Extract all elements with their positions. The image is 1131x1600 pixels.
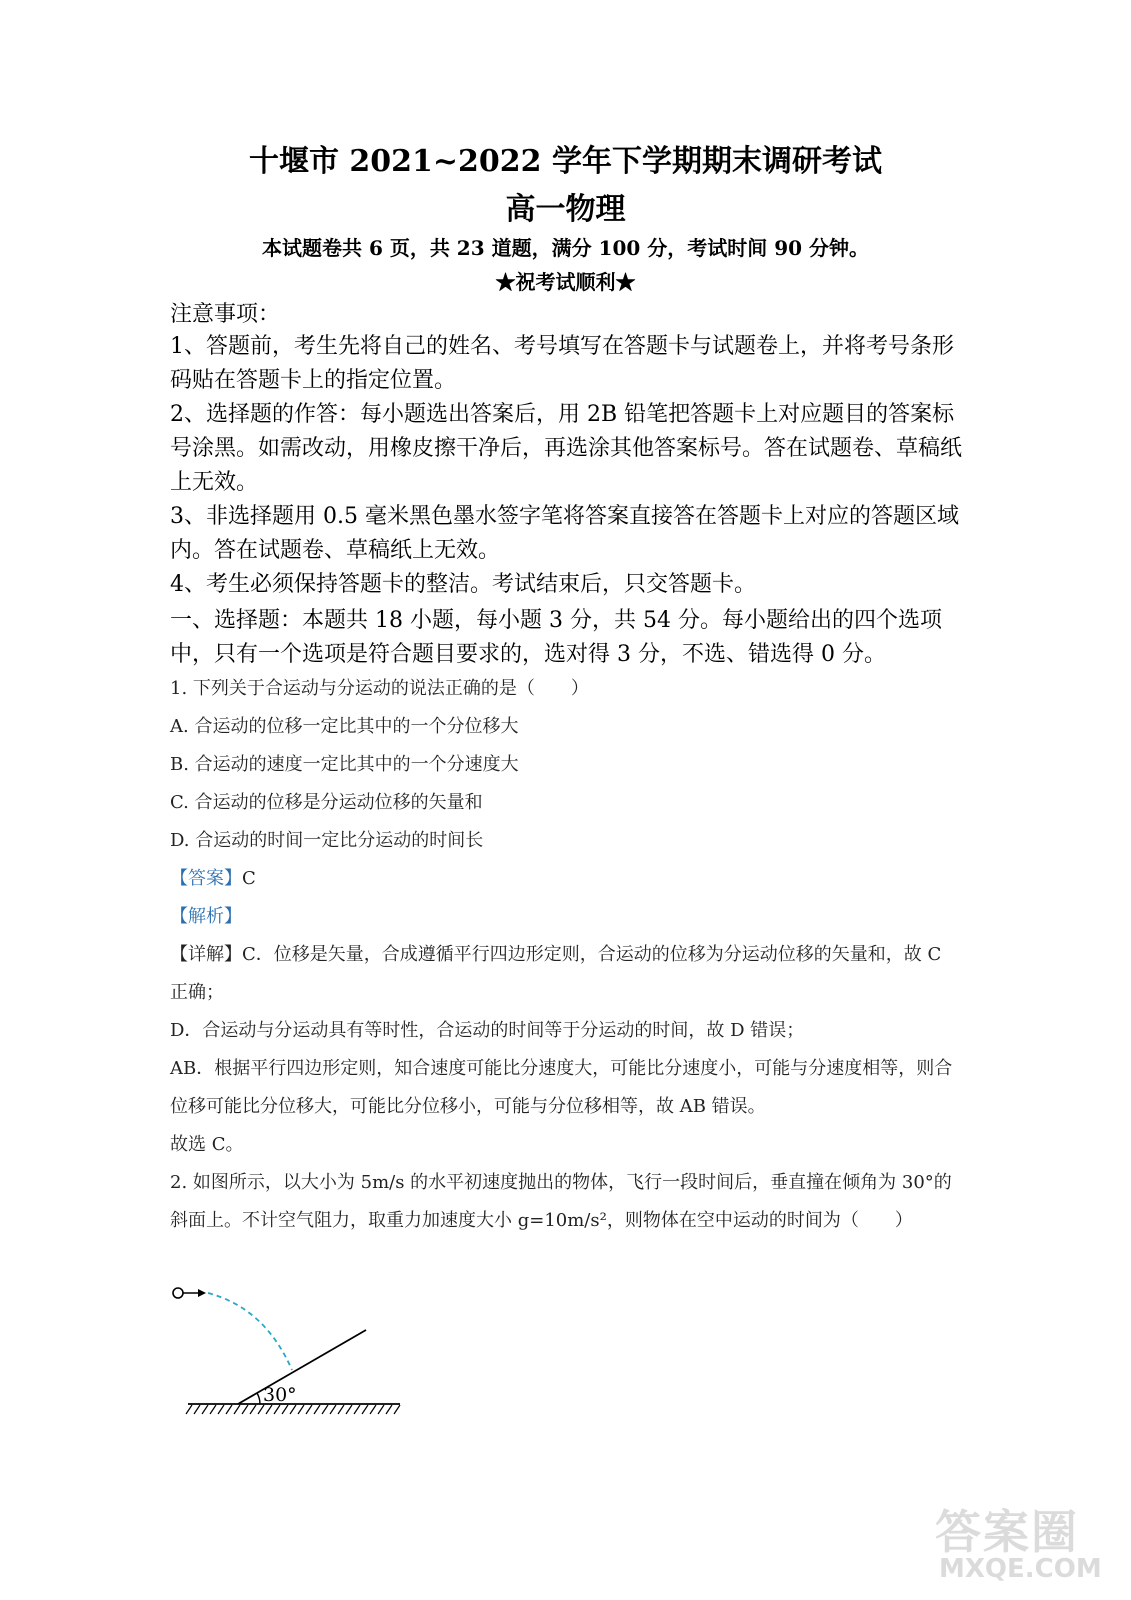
question-1-conclusion: 故选 C。 <box>170 1134 244 1155</box>
angle-label: 30° <box>263 1384 297 1406</box>
angle-arc <box>257 1393 260 1404</box>
question-1-option-c: C. 合运动的位移是分运动位移的矢量和 <box>170 792 483 813</box>
watermark-url: MXQE.COM <box>939 1554 1102 1584</box>
notice-item-1: 1、答题前，考生先将自己的姓名、考号填写在答题卡与试题卷上，并将考号条形码贴在答题卡上的指定位置。 <box>170 334 954 393</box>
question-1-detail-c <box>170 936 960 1012</box>
arrow-head-icon <box>198 1289 206 1297</box>
watermark <box>935 1496 1115 1592</box>
question-1-answer <box>170 860 960 898</box>
subject-title: 高一物理 <box>505 192 626 227</box>
question-1-detail-d: D．合运动与分运动具有等时性，合运动的时间等于分运动的时间，故 D 错误； <box>170 1020 805 1041</box>
detail-tag: 【详解】 <box>170 944 242 965</box>
question-1-analysis-tag <box>170 898 960 936</box>
answer-value: C <box>242 868 256 889</box>
detail-c-text: C．位移是矢量，合成遵循平行四边形定则，合运动的位移为分运动位移的矢量和，故 C 正确； <box>170 944 942 1003</box>
ball-icon <box>173 1288 183 1298</box>
analysis-tag: 【解析】 <box>170 906 242 927</box>
good-luck-line: ★祝考试顺利★ <box>495 270 636 294</box>
answer-tag: 【答案】 <box>170 868 242 889</box>
question-1-option-b: B. 合运动的速度一定比其中的一个分速度大 <box>170 754 519 775</box>
trajectory-curve <box>208 1293 292 1370</box>
notice-item-3: 3、非选择题用 0.5 毫米黑色墨水签字笔将答案直接答在答题卡上对应的答题区域内。答在试题卷、草稿纸上无效。 <box>170 504 959 563</box>
question-1-stem: 1. 下列关于合运动与分运动的说法正确的是（ ） <box>170 678 589 699</box>
projectile-incline-figure <box>160 1278 420 1428</box>
notice-heading: 注意事项： <box>170 302 281 327</box>
question-1-option-d: D. 合运动的时间一定比分运动的时间长 <box>170 830 484 851</box>
exam-info: 本试题卷共 6 页，共 23 道题，满分 100 分，考试时间 90 分钟。 <box>261 236 870 260</box>
question-2-stem: 2. 如图所示，以大小为 5m/s 的水平初速度抛出的物体，飞行一段时间后，垂直撞在倾角为 30°的斜面上。不计空气阻力，取重力加速度大小 g=10m/s²，则物体在空中运动的时间为（ ） <box>170 1172 952 1231</box>
exam-title: 十堰市 2021~2022 学年下学期期末调研考试 <box>248 144 883 179</box>
section-1-instructions: 一、选择题：本题共 18 小题，每小题 3 分，共 54 分。每小题给出的四个选项中，只有一个选项是符合题目要求的，选对得 3 分，不选、错选得 0 分。 <box>170 608 942 667</box>
notice-item-2: 2、选择题的作答：每小题选出答案后，用 2B 铅笔把答题卡上对应题目的答案标号涂黑。如需改动，用橡皮擦干净后，再选涂其他答案标号。答在试题卷、草稿纸上无效。 <box>170 402 963 495</box>
watermark-logo-text: 答案圈 <box>935 1505 1079 1559</box>
question-1-detail-ab: AB．根据平行四边形定则，知合速度可能比分速度大，可能比分速度小，可能与分速度相等，则合位移可能比分位移大，可能比分位移小，可能与分位移相等，故 AB 错误。 <box>170 1058 953 1117</box>
ground-hatching <box>186 1405 400 1414</box>
notice-item-4: 4、考生必须保持答题卡的整洁。考试结束后，只交答题卡。 <box>170 572 756 597</box>
question-1-option-a: A. 合运动的位移一定比其中的一个分位移大 <box>170 716 519 737</box>
